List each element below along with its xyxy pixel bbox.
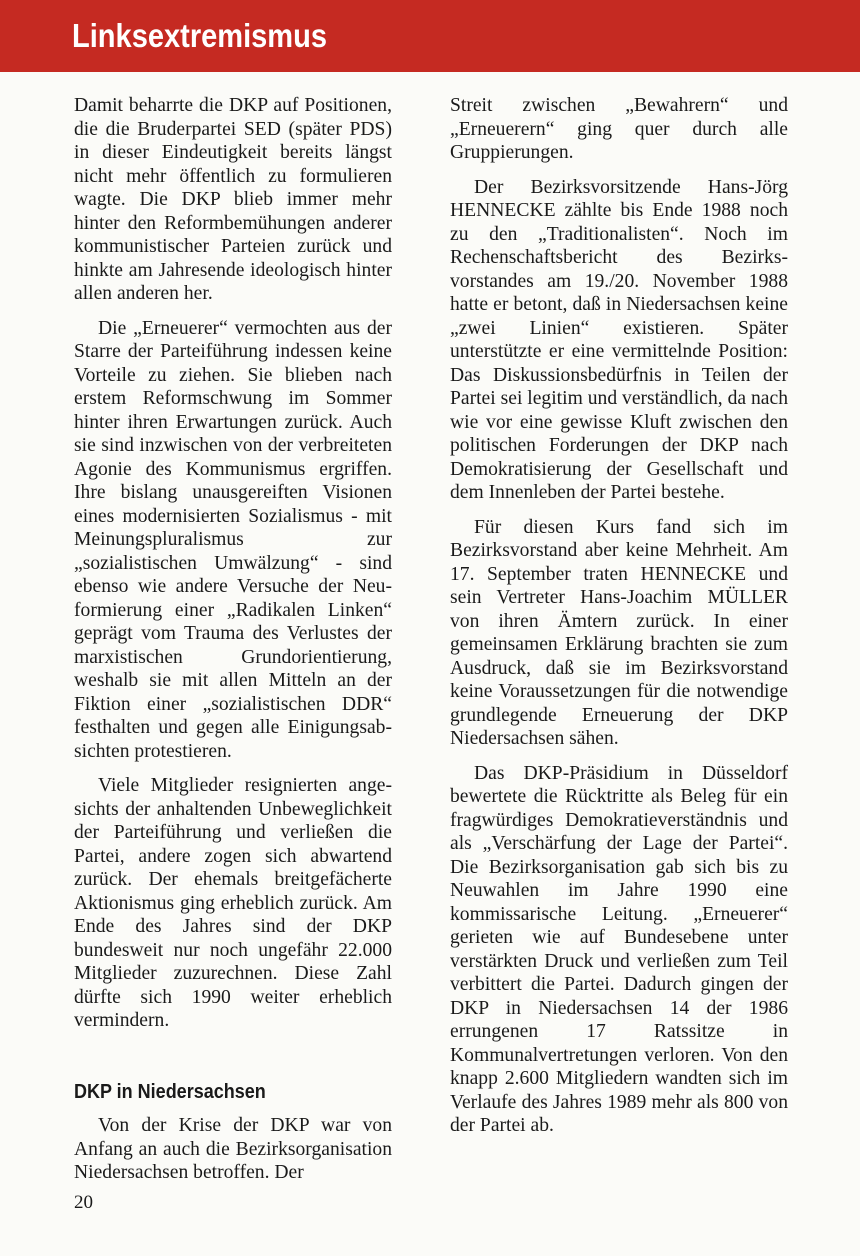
paragraph: Der Bezirksvorsitzende Hans-Jörg HENNECKE zählte bis Ende 1988 noch zu den „Traditionalisten“. Noch im Rechenschaftsbericht des Bezirksvorstandes am 19./20. November 1988 hatte er betont, daß in Niedersachsen keine „zwei Linien“ existieren. Später unterstützte er eine vermittelnde Position: Das Diskussionsbedürfnis in Teilen der Partei sei legitim und verständlich, da nach wie vor eine gewisse Kluft zwischen den politischen Forderungen der DKP nach Demokratisierung der Gesellschaft und dem Innenleben der Partei bestehe. [450,176,788,503]
paragraph: Damit beharrte die DKP auf Positionen, die die Bruderpartei SED (später PDS) in dieser Eindeutigkeit bereits längst nicht mehr öffentlich zu formulieren wagte. Die DKP blieb immer mehr hinter den Reformbemühungen anderer kommunistischer Parteien zurück und hinkte am Jahresende ideologisch hinter allen anderen her. [74,95,392,304]
page-number: 20 [74,1192,93,1213]
paragraph: Von der Krise der DKP war von Anfang an auch die Bezirksorganisation Niedersachsen betroffen. Der [74,1115,392,1183]
paragraph: Viele Mitglieder resignierten angesichts der anhaltenden Unbeweglichkeit der Parteiführung und verließen die Partei, andere zogen sich abwartend zurück. Der ehemals breitgefächerte Aktionismus ging erheblich zurück. Am Ende des Jahres sind der DKP bundesweit nur noch ungefähr 22.000 Mitglieder zuzurechnen. Diese Zahl dürfte sich 1990 weiter erheblich vermindern. [74,775,392,1031]
left-column [74,94,392,1196]
subheading: DKP in Niedersachsen [74,1080,266,1103]
right-column [450,94,788,1149]
paragraph: Die „Erneuerer“ vermochten aus der Starre der Parteiführung indessen keine Vorteile zu ziehen. Sie blieben nach erstem Reformschwung im Sommer hinter ihren Erwartungen zurück. Auch sie sind inzwischen von der verbreiteten Agonie des Kommunismus ergriffen. Ihre bislang unausgereiften Visionen eines modernisierten Sozialismus - mit Meinungspluralismus zur „sozialistischen Umwälzung“ - sind ebenso wie andere Versuche der Neuformierung einer „Radikalen Linken“ geprägt vom Trauma des Verlustes der marxistischen Grundorientierung, weshalb sie mit allen Mitteln an der Fiktion einer „sozialistischen DDR“ festhalten und gegen alle Einigungsabsichten protestieren. [74,317,392,762]
paragraph: Das DKP-Präsidium in Düsseldorf bewertete die Rücktritte als Beleg für ein fragwürdiges Demokratieverständnis und als „Verschärfung der Lage der Partei“. Die Bezirksorganisation gab sich bis zu Neuwahlen im Jahre 1990 eine kommissarische Leitung. „Erneuerer“ gerieten wie auf Bundesebene unter verstärkten Druck und verließen zum Teil verbittert die Partei. Dadurch gingen der DKP in Niedersachsen 14 der 1986 errungenen 17 Ratssitze in Kommunalvertretungen verloren. Von den knapp 2.600 Mitgliedern wandten sich im Verlaufe des Jahres 1989 mehr als 800 von der Partei ab. [450,762,788,1136]
section-header-bar [0,0,860,72]
paragraph: Für diesen Kurs fand sich im Bezirksvorstand aber keine Mehrheit. Am 17. September traten HENNECKE und sein Vertreter Hans-Joachim MÜLLER von ihren Ämtern zurück. In einer gemeinsamen Erklärung brachten sie zum Ausdruck, daß sie im Bezirksvorstand keine Voraussetzungen für die notwendige grundlegende Erneuerung der DKP Niedersachsen sähen. [450,516,788,749]
paragraph: Streit zwischen „Bewahrern“ und „Erneuerern“ ging quer durch alle Gruppierungen. [450,95,788,163]
section-title: Linksextremismus [72,17,328,54]
